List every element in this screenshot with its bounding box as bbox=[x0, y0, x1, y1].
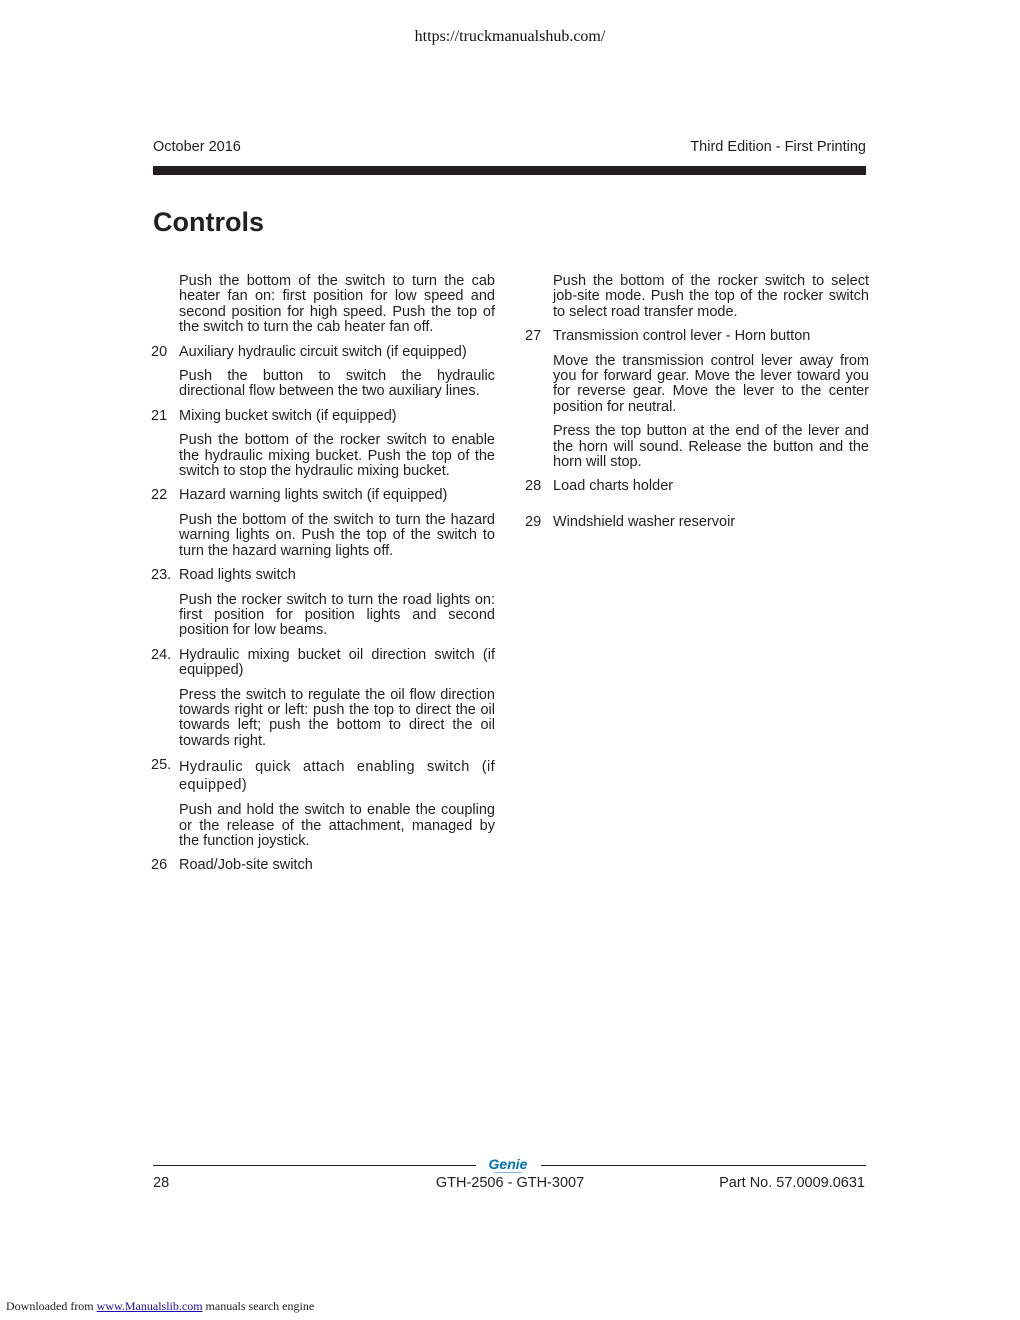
item-number: 23. bbox=[151, 567, 172, 584]
item-number: 24. bbox=[151, 646, 172, 663]
item-27 bbox=[525, 329, 869, 344]
item-label: Mixing bucket switch (if equipped) bbox=[179, 407, 397, 424]
download-prefix: Downloaded from bbox=[6, 1299, 94, 1313]
item-number: 21 bbox=[151, 407, 168, 424]
item-number: 26 bbox=[151, 857, 168, 874]
genie-logo bbox=[476, 1155, 540, 1175]
page-title: Controls bbox=[153, 207, 264, 237]
item-24 bbox=[151, 648, 495, 679]
item-description: Move the transmission control lever away from you for forward gear. Move the lever toward you for reverse gear. Move the lever to the center position for neutral. bbox=[553, 352, 869, 415]
right-column bbox=[525, 274, 869, 539]
item-number: 25. bbox=[151, 757, 172, 774]
item-20 bbox=[151, 345, 495, 360]
model-number: GTH-2506 - GTH-3007 bbox=[435, 1175, 585, 1191]
item-number: 29 bbox=[525, 513, 542, 530]
item-22 bbox=[151, 488, 495, 503]
item-description: Press the top button at the end of the lever and the horn will sound. Release the button and the horn will stop. bbox=[553, 423, 869, 471]
item-label: Load charts holder bbox=[553, 478, 674, 495]
item-label: Hydraulic quick attach enabling switch (if equipped) bbox=[179, 759, 495, 794]
download-suffix: manuals search engine bbox=[205, 1299, 315, 1313]
item-26 bbox=[151, 858, 495, 873]
item-description: Push the button to switch the hydraulic directional flow between the two auxiliary lines. bbox=[179, 368, 495, 400]
item-label: Windshield washer reservoir bbox=[553, 513, 736, 530]
logo-text: Genie bbox=[488, 1156, 528, 1172]
item-label: Road/Job-site switch bbox=[179, 857, 313, 874]
item-number: 28 bbox=[525, 478, 542, 495]
item-label: Transmission control lever - Horn button bbox=[553, 328, 811, 345]
item-28 bbox=[525, 479, 869, 494]
item-29 bbox=[525, 515, 869, 530]
item-description: Push and hold the switch to enable the coupling or the release of the attachment, managed by the function joystick. bbox=[179, 802, 495, 849]
header-edition: Third Edition - First Printing bbox=[690, 139, 866, 155]
header-date: October 2016 bbox=[153, 139, 241, 155]
item-label: Hydraulic mixing bucket oil direction switch (if equipped) bbox=[179, 646, 495, 679]
item-number: 22 bbox=[151, 487, 168, 504]
part-number: Part No. 57.0009.0631 bbox=[719, 1175, 865, 1191]
item-25 bbox=[151, 758, 495, 794]
footer-rule-right bbox=[541, 1165, 866, 1166]
item-number: 20 bbox=[151, 343, 168, 360]
item-description: Push the rocker switch to turn the road lights on: first position for position lights and second position for low beams. bbox=[179, 591, 495, 639]
left-intro: Push the bottom of the switch to turn the cab heater fan on: first position for low speed and second position for high speed. Push the top of the switch to turn the cab heater fan off. bbox=[179, 273, 495, 336]
item-label: Auxiliary hydraulic circuit switch (if equipped) bbox=[179, 343, 467, 360]
item-21 bbox=[151, 409, 495, 424]
page-number: 28 bbox=[153, 1175, 170, 1191]
item-label: Road lights switch bbox=[179, 567, 296, 584]
item-description: Push the bottom of the rocker switch to enable the hydraulic mixing bucket. Push the top of the switch to stop the hydraulic mixing bucket. bbox=[179, 432, 495, 480]
top-url: https://truckmanualshub.com/ bbox=[414, 28, 606, 45]
item-23 bbox=[151, 568, 495, 583]
right-intro: Push the bottom of the rocker switch to select job-site mode. Push the top of the rocker switch to select road transfer mode. bbox=[553, 273, 869, 320]
left-column bbox=[151, 274, 495, 883]
download-banner bbox=[6, 1299, 314, 1314]
item-description: Press the switch to regulate the oil flow direction towards right or left: push the top to direct the oil towards left; push the bottom to direct the oil towards right. bbox=[179, 686, 495, 749]
header-rule bbox=[153, 166, 866, 175]
footer-rule-left bbox=[153, 1165, 476, 1166]
item-description: Push the bottom of the switch to turn the hazard warning lights on. Push the top of the switch to turn the hazard warning lights off. bbox=[179, 511, 495, 559]
item-number: 27 bbox=[525, 328, 542, 345]
manualslib-link[interactable]: www.Manualslib.com bbox=[96, 1299, 203, 1313]
item-label: Hazard warning lights switch (if equipped) bbox=[179, 487, 448, 504]
